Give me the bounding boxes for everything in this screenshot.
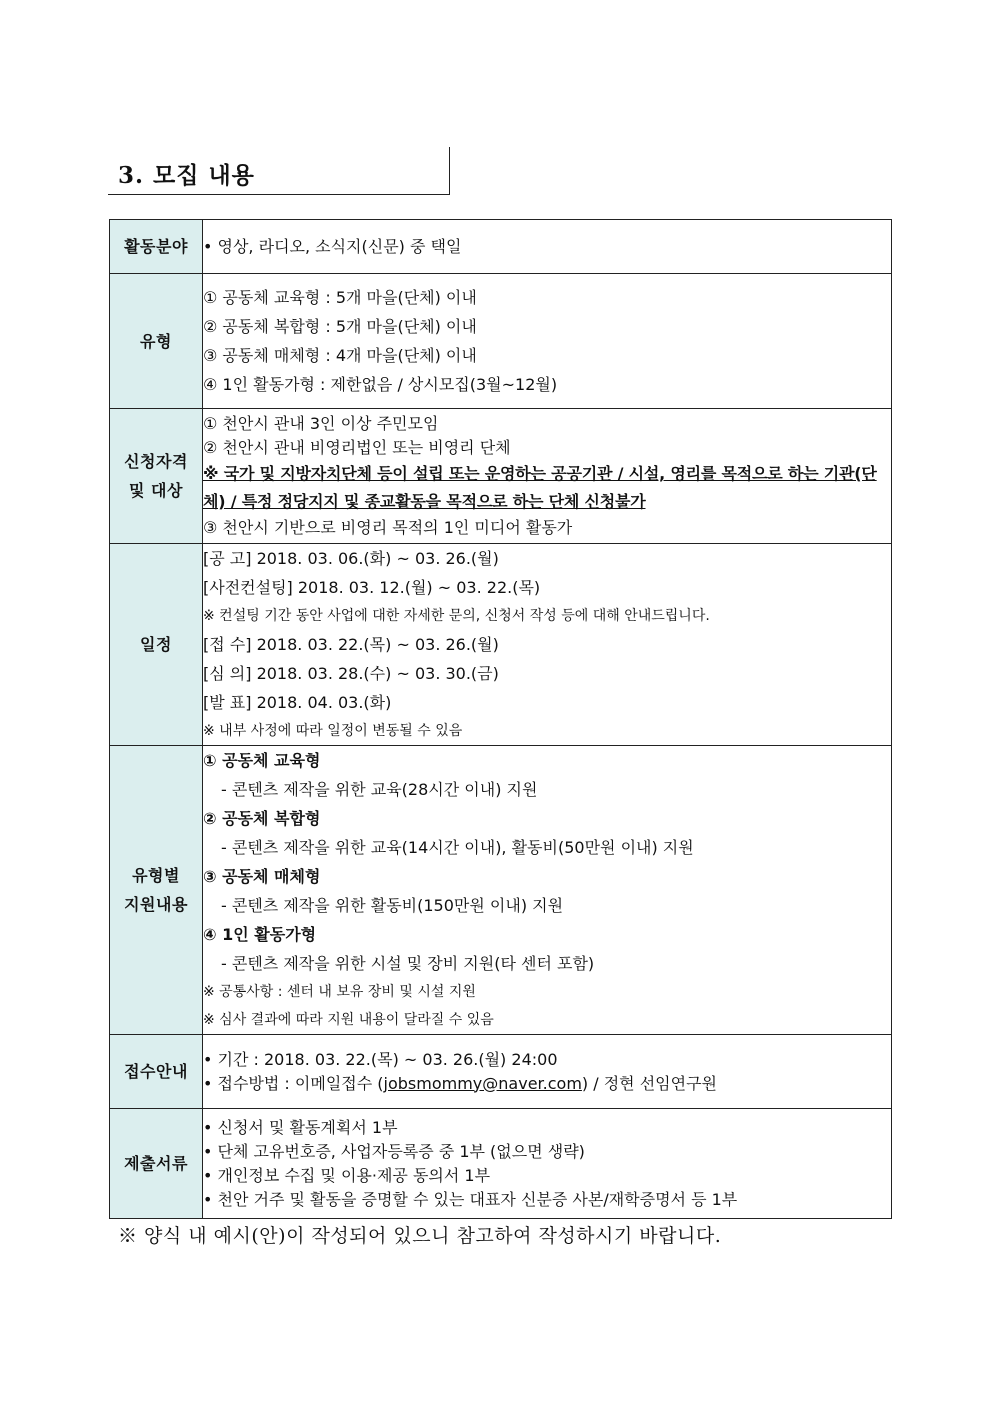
schedule-announce: [공 고] 2018. 03. 06.(화) ~ 03. 26.(월) [203,549,499,568]
label-activity-field: 활동분야 [110,220,203,274]
reception-method-suffix: ) / 정현 선임연구원 [581,1073,717,1093]
email-link[interactable]: jobsmommy@naver.com [383,1073,582,1093]
eligibility-item: ③ 천안시 기반으로 비영리 목적의 1인 미디어 활동가 [203,518,573,537]
row-schedule [110,544,892,746]
support-note: ※ 심사 결과에 따라 지원 내용이 달라질 수 있음 [203,1012,494,1028]
label-type: 유형 [110,274,203,409]
type-item: ④ 1인 활동가형 : 제한없음 / 상시모집(3월~12월) [203,375,558,394]
support-detail: - 콘텐츠 제작을 위한 활동비(150만원 이내) 지원 [221,896,564,915]
activity-field-text: • 영상, 라디오, 소식지(신문) 중 택일 [203,237,462,256]
support-detail: - 콘텐츠 제작을 위한 시설 및 장비 지원(타 센터 포함) [221,954,595,973]
section-title-box [108,147,450,195]
label-eligibility-line1: 신청자격 [124,452,188,471]
document-item: • 개인정보 수집 및 이용·제공 동의서 1부 [203,1165,491,1185]
reception-period: • 기간 : 2018. 03. 22.(목) ~ 03. 26.(월) 24:00 [203,1049,558,1069]
support-note: ※ 공통사항 : 센터 내 보유 장비 및 시설 지원 [203,984,476,1000]
support-detail: - 콘텐츠 제작을 위한 교육(28시간 이내) 지원 [221,780,538,799]
label-eligibility-line2: 및 대상 [129,481,183,500]
support-heading: ③ 공동체 매체형 [203,867,321,886]
reception-method-prefix: • 접수방법 : 이메일접수 ( [203,1073,384,1093]
support-heading: ① 공동체 교육형 [203,751,321,770]
row-eligibility [110,409,892,544]
document-item: • 단체 고유번호증, 사업자등록증 중 1부 (없으면 생략) [203,1141,585,1161]
row-type [110,274,892,409]
footer-note: ※ 양식 내 예시(안)이 작성되어 있으니 참고하여 작성하시기 바랍니다. [118,1225,722,1247]
schedule-consulting: [사전컨설팅] 2018. 03. 12.(월) ~ 03. 22.(목) [203,578,541,597]
schedule-receipt: [접 수] 2018. 03. 22.(목) ~ 03. 26.(월) [203,635,499,654]
label-reception: 접수안내 [110,1035,203,1109]
type-item: ③ 공동체 매체형 : 4개 마을(단체) 이내 [203,346,477,365]
support-heading: ② 공동체 복합형 [203,809,321,828]
row-documents [110,1109,892,1219]
eligibility-warning: ※ 국가 및 지방자치단체 등이 설립 또는 운영하는 공공기관 / 시설, 영리를 목적으로 하는 기관(단체) / 특정 정당지지 및 종교활동을 목적으로 하는 단체 신청불가 [203,464,877,511]
support-heading: ④ 1인 활동가형 [203,925,317,944]
document-item: • 신청서 및 활동계획서 1부 [203,1117,398,1137]
type-item: ① 공동체 교육형 : 5개 마을(단체) 이내 [203,288,477,307]
label-documents: 제출서류 [110,1109,203,1219]
section-title: 3. 모집 내용 [118,162,255,189]
reception-method [203,1072,891,1096]
recruitment-table [109,219,892,1219]
document-item: • 천안 거주 및 활동을 증명할 수 있는 대표자 신분증 사본/재학증명서 등 1부 [203,1189,738,1209]
schedule-consulting-note: ※ 컨설팅 기간 동안 사업에 대한 자세한 문의, 신청서 작성 등에 대해 안내드립니다. [203,608,710,624]
eligibility-item: ① 천안시 관내 3인 이상 주민모임 [203,414,439,433]
type-item: ② 공동체 복합형 : 5개 마을(단체) 이내 [203,317,477,336]
row-support [110,746,892,1035]
label-support-line2: 지원내용 [124,895,188,914]
support-detail: - 콘텐츠 제작을 위한 교육(14시간 이내), 활동비(50만원 이내) 지원 [221,838,694,857]
schedule-result: [발 표] 2018. 04. 03.(화) [203,693,392,712]
label-schedule: 일정 [110,544,203,746]
row-reception [110,1035,892,1109]
eligibility-item: ② 천안시 관내 비영리법인 또는 비영리 단체 [203,438,511,457]
row-activity-field [110,220,892,274]
label-support-line1: 유형별 [132,866,180,885]
schedule-note: ※ 내부 사정에 따라 일정이 변동될 수 있음 [203,723,463,739]
schedule-review: [심 의] 2018. 03. 28.(수) ~ 03. 30.(금) [203,664,499,683]
